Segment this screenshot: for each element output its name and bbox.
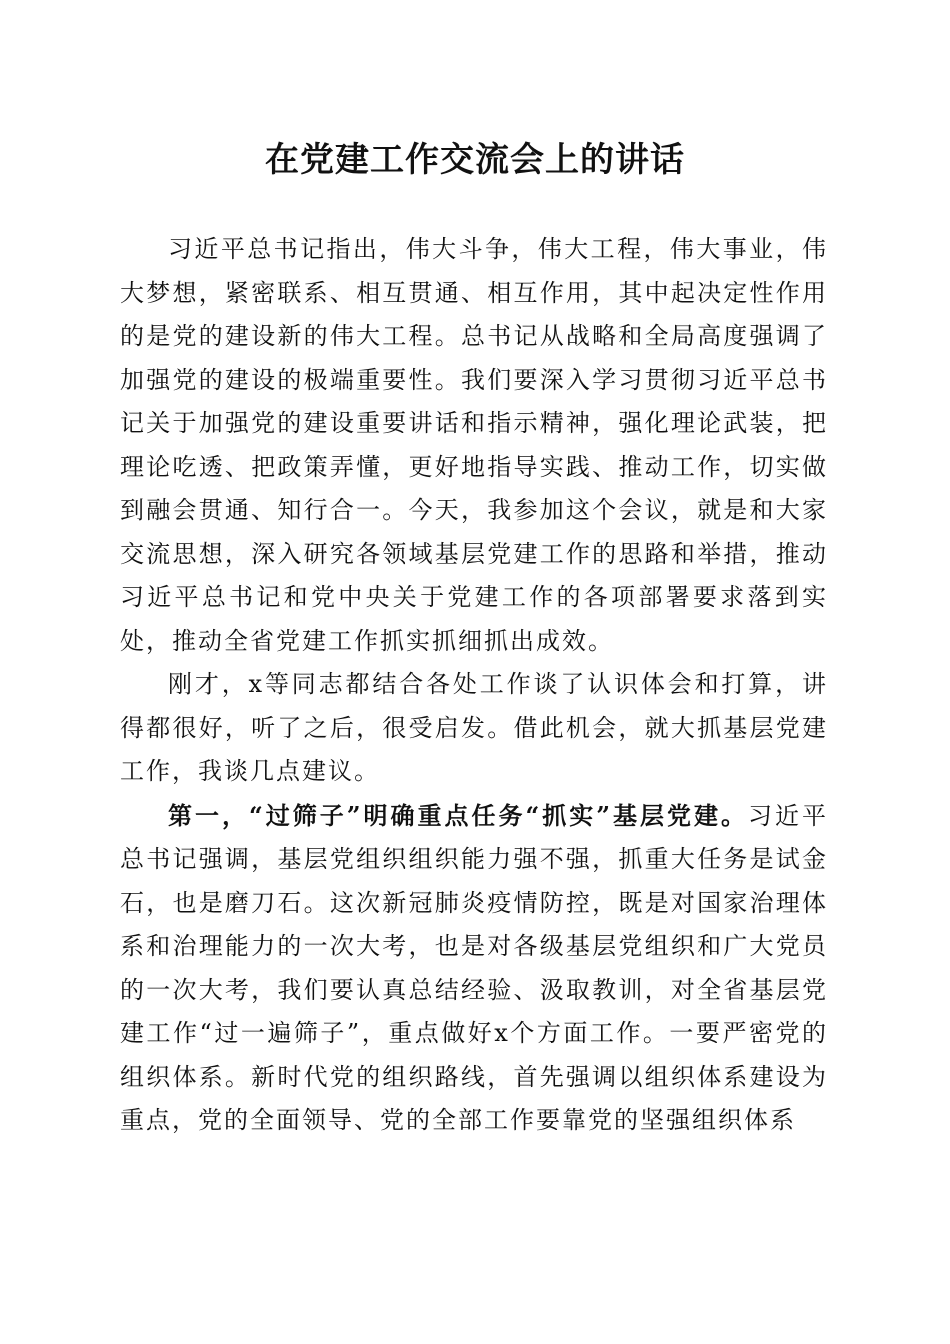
document-body (120, 228, 828, 1143)
paragraph-intro (120, 228, 828, 663)
paragraph-remarks (120, 663, 828, 794)
paragraph-text: 习近平总书记强调，基层党组织组织能力强不强，抓重大任务是试金石，也是磨刀石。这次新冠肺炎疫情防控，既是对国家治理体系和治理能力的一次大考，也是对各级基层党组织和广大党员的一次大考，我们要认真总结经验、汲取教训，对全省基层党建工作“过一遍筛子”，重点做好x个方面工作。一要严密党的组织体系。新时代党的组织路线，首先强调以组织体系建设为重点，党的全面领导、党的全部工作要靠党的坚强组织体系 (120, 801, 829, 1134)
paragraph-lead-heading: 第一，“过筛子”明确重点任务“抓实”基层党建。 (168, 800, 749, 830)
paragraph-text: 刚才，x等同志都结合各处工作谈了认识体会和打算，讲得都很好，听了之后，很受启发。借此机会，就大抓基层党建工作，我谈几点建议。 (120, 670, 828, 785)
document-title: 在党建工作交流会上的讲话 (265, 140, 685, 180)
paragraph-point-one (120, 794, 828, 1143)
paragraph-text: 习近平总书记指出，伟大斗争，伟大工程，伟大事业，伟大梦想，紧密联系、相互贯通、相互作用，其中起决定性作用的是党的建设新的伟大工程。总书记从战略和全局高度强调了加强党的建设的极端重要性。我们要深入学习贯彻习近平总书记关于加强党的建设重要讲话和指示精神，强化理论武装，把理论吃透、把政策弄懂，更好地指导实践、推动工作，切实做到融会贯通、知行合一。今天，我参加这个会议，就是和大家交流思想，深入研究各领域基层党建工作的思路和举措，推动习近平总书记和党中央关于党建工作的各项部署要求落到实处，推动全省党建工作抓实抓细抓出成效。 (120, 235, 828, 655)
